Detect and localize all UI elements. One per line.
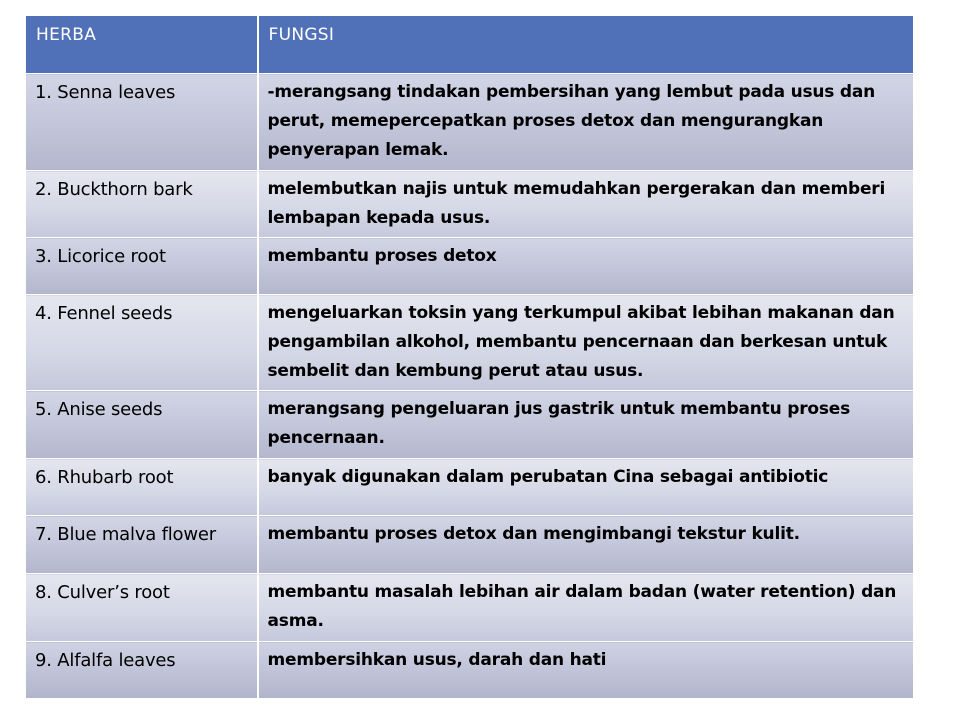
table-body — [26, 74, 914, 699]
herb-name-cell: 1. Senna leaves — [26, 74, 258, 171]
table-header — [26, 16, 914, 74]
herb-name-cell: 6. Rhubarb root — [26, 459, 258, 516]
table-row — [26, 459, 914, 516]
table-row — [26, 642, 914, 699]
table-row — [26, 171, 914, 238]
herb-function-cell: membersihkan usus, darah dan hati — [258, 642, 914, 699]
table-row — [26, 574, 914, 642]
herb-function-cell: melembutkan najis untuk memudahkan pergerakan dan memberi lembapan kepada usus. — [258, 171, 914, 238]
table-row — [26, 391, 914, 459]
header-function: FUNGSI — [258, 16, 914, 74]
table-row — [26, 516, 914, 574]
herb-name-cell: 9. Alfalfa leaves — [26, 642, 258, 699]
herb-function-cell: membantu masalah lebihan air dalam badan (water retention) dan asma. — [258, 574, 914, 642]
herb-function-cell: membantu proses detox — [258, 238, 914, 295]
header-herb: HERBA — [26, 16, 258, 74]
table-row — [26, 74, 914, 171]
header-row — [26, 16, 914, 74]
herb-name-cell: 5. Anise seeds — [26, 391, 258, 459]
herb-name-cell: 3. Licorice root — [26, 238, 258, 295]
herb-function-cell: mengeluarkan toksin yang terkumpul akibat lebihan makanan dan pengambilan alkohol, membantu pencernaan dan berkesan untuk sembelit dan kembung perut atau usus. — [258, 295, 914, 391]
herb-function-cell: membantu proses detox dan mengimbangi tekstur kulit. — [258, 516, 914, 574]
herb-function-cell: banyak digunakan dalam perubatan Cina sebagai antibiotic — [258, 459, 914, 516]
table-row — [26, 295, 914, 391]
herb-function-cell: merangsang pengeluaran jus gastrik untuk membantu proses pencernaan. — [258, 391, 914, 459]
herb-function-cell: -merangsang tindakan pembersihan yang lembut pada usus dan perut, memepercepatkan proses detox dan mengurangkan penyerapan lemak. — [258, 74, 914, 171]
table-row — [26, 238, 914, 295]
herb-name-cell: 7. Blue malva flower — [26, 516, 258, 574]
herb-name-cell: 8. Culver’s root — [26, 574, 258, 642]
herb-name-cell: 4. Fennel seeds — [26, 295, 258, 391]
herb-name-cell: 2. Buckthorn bark — [26, 171, 258, 238]
herb-table — [25, 15, 914, 699]
